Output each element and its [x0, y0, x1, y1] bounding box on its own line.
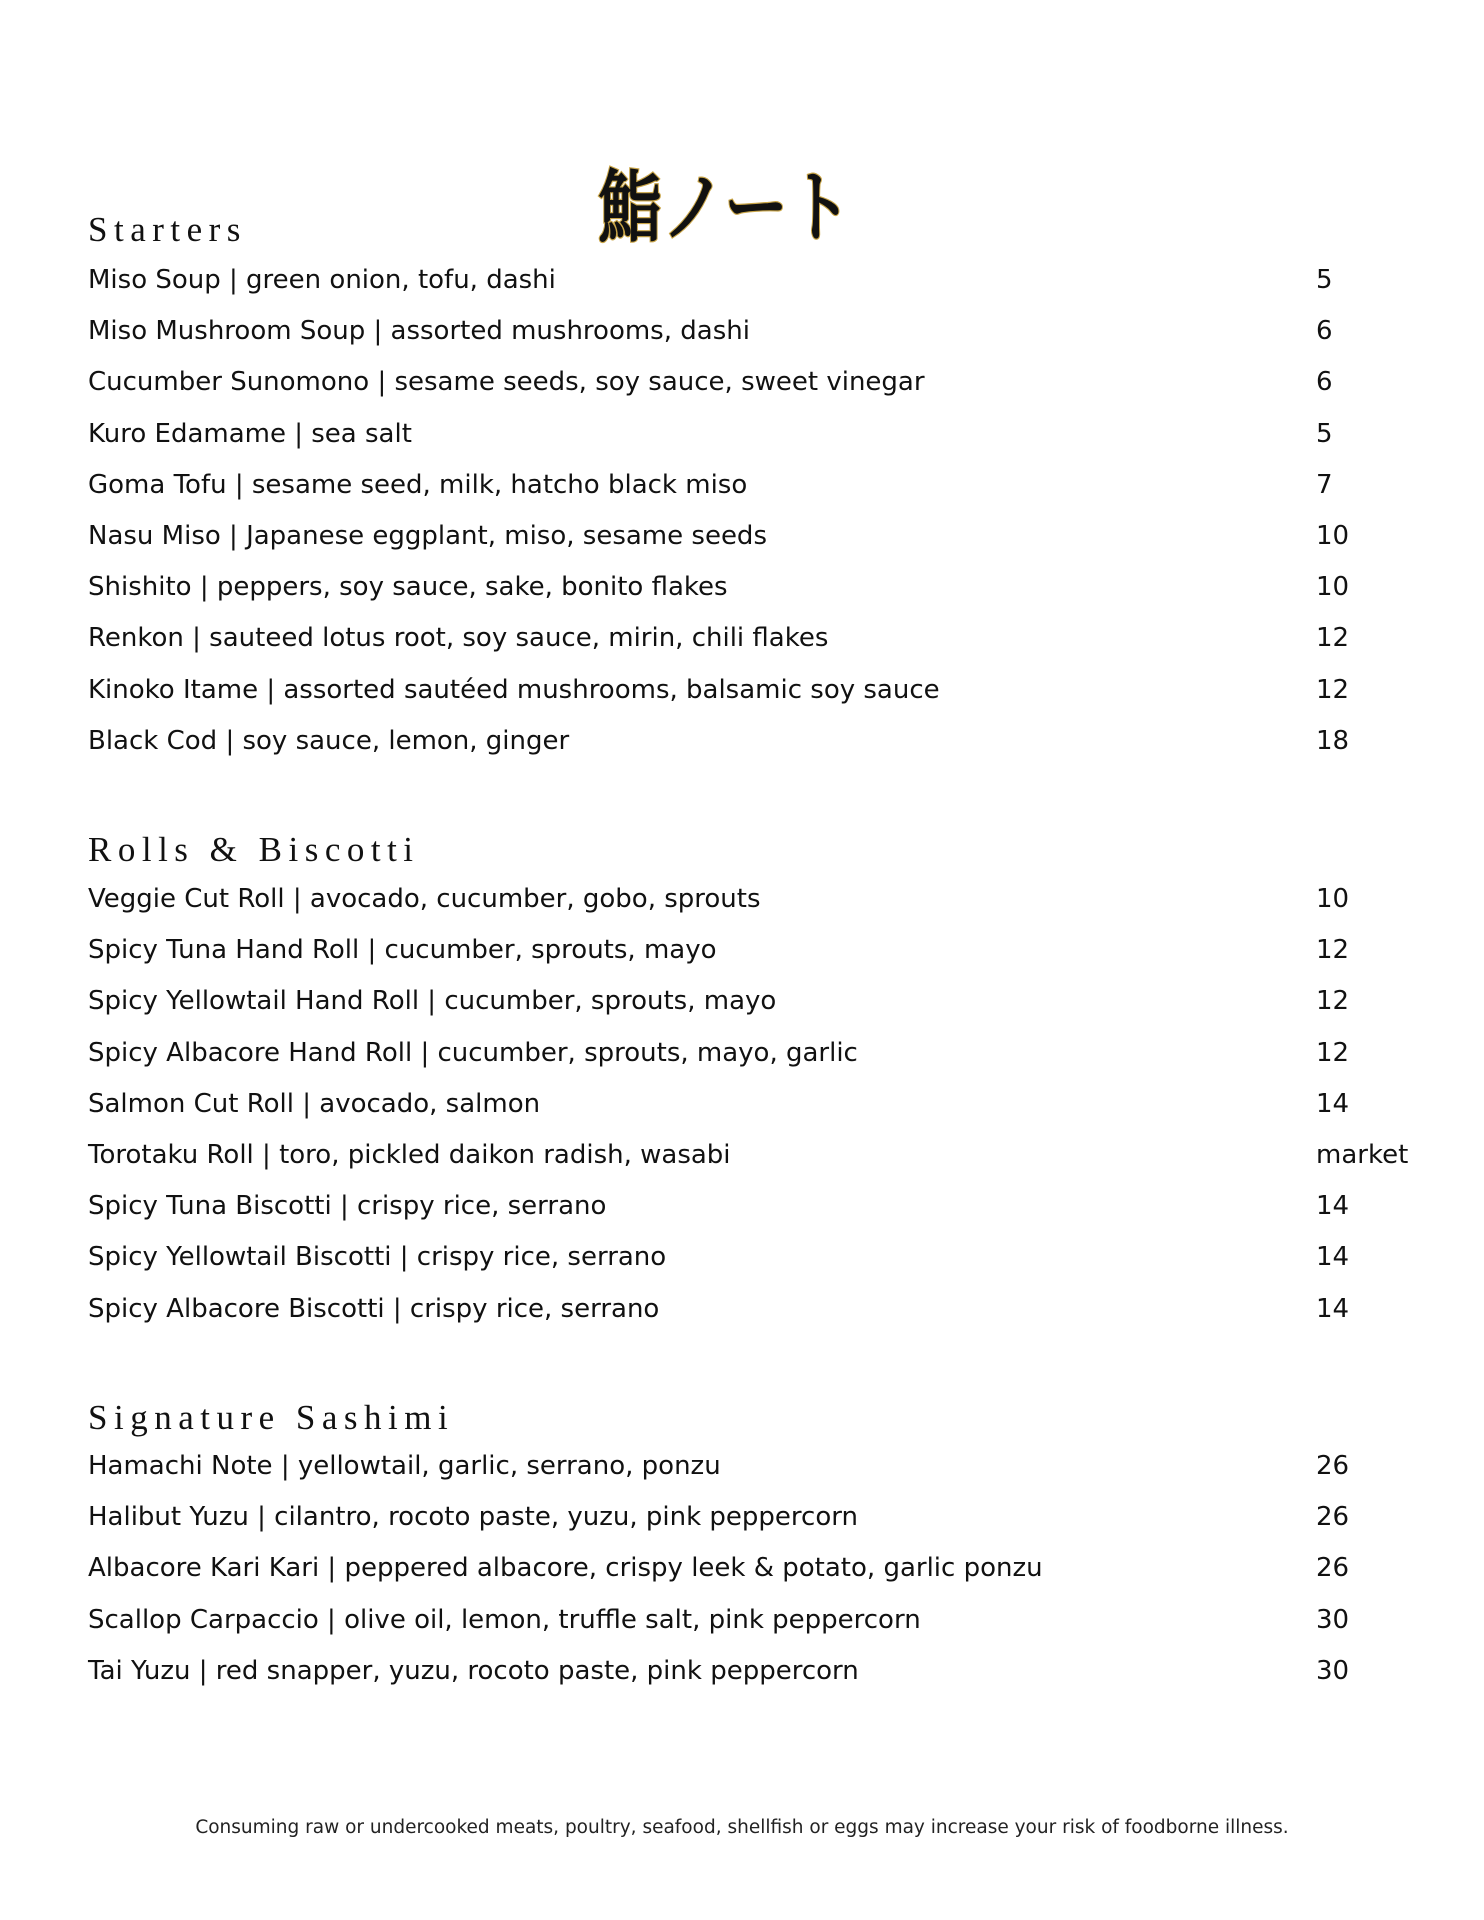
- menu-item: [88, 1130, 1418, 1181]
- menu-item: [88, 357, 1418, 408]
- menu-item: [88, 460, 1418, 511]
- menu-item: [88, 665, 1418, 716]
- menu-item: [88, 562, 1418, 613]
- menu-item: [88, 1028, 1418, 1079]
- item-name: Kuro Edamame | sea salt: [88, 418, 412, 449]
- item-price: 6: [1316, 316, 1333, 347]
- menu-item: [88, 1284, 1418, 1335]
- menu-item: [88, 613, 1418, 664]
- item-name: Spicy Tuna Biscotti | crispy rice, serrano: [88, 1191, 607, 1222]
- item-price: 7: [1316, 469, 1333, 500]
- item-price: 12: [1316, 986, 1350, 1017]
- item-price: 10: [1316, 520, 1350, 551]
- item-price: 6: [1316, 367, 1333, 398]
- item-price: 14: [1316, 1242, 1350, 1273]
- menu-item: [88, 511, 1418, 562]
- item-name: Goma Tofu | sesame seed, milk, hatcho black miso: [88, 469, 748, 500]
- logo-text: 鮨ノート: [598, 163, 852, 253]
- item-name: Torotaku Roll | toro, pickled daikon radish, wasabi: [88, 1139, 731, 1170]
- item-price: 14: [1316, 1088, 1350, 1119]
- item-price: 14: [1316, 1191, 1350, 1222]
- section-title-starters: Starters: [88, 210, 247, 249]
- item-price: 12: [1316, 623, 1350, 654]
- item-name: Miso Mushroom Soup | assorted mushrooms, dashi: [88, 316, 750, 347]
- item-name: Spicy Tuna Hand Roll | cucumber, sprouts, mayo: [88, 935, 717, 966]
- menu-item: [88, 716, 1418, 767]
- item-name: Hamachi Note | yellowtail, garlic, serrano, ponzu: [88, 1451, 721, 1481]
- menu-item: [88, 255, 1418, 306]
- menu-item: [88, 306, 1418, 357]
- item-name: Veggie Cut Roll | avocado, cucumber, gobo, sprouts: [88, 884, 761, 914]
- menu-item: [88, 1595, 1418, 1646]
- item-name: Shishito | peppers, soy sauce, sake, bonito flakes: [88, 572, 728, 603]
- item-price: market: [1316, 1139, 1409, 1170]
- menu-item: [88, 925, 1418, 976]
- menu-list-rolls-biscotti: [88, 874, 1418, 1335]
- item-price: 10: [1316, 572, 1350, 603]
- item-name: Miso Soup | green onion, tofu, dashi: [88, 265, 556, 295]
- menu-item: [88, 1646, 1418, 1697]
- item-name: Spicy Yellowtail Biscotti | crispy rice, serrano: [88, 1242, 667, 1273]
- menu-list-starters: [88, 255, 1418, 767]
- item-price: 18: [1316, 725, 1350, 756]
- item-price: 26: [1316, 1502, 1350, 1533]
- item-name: Kinoko Itame | assorted sautéed mushrooms, balsamic soy sauce: [88, 674, 940, 705]
- item-name: Albacore Kari Kari | peppered albacore, crispy leek & potato, garlic ponzu: [88, 1553, 1043, 1584]
- item-price: 10: [1316, 884, 1350, 914]
- item-name: Renkon | sauteed lotus root, soy sauce, mirin, chili flakes: [88, 623, 829, 654]
- menu-item: [88, 976, 1418, 1027]
- item-price: 30: [1316, 1655, 1350, 1686]
- item-name: Spicy Albacore Hand Roll | cucumber, sprouts, mayo, garlic: [88, 1037, 858, 1068]
- section-title-rolls-biscotti: Rolls & Biscotti: [88, 830, 420, 869]
- menu-item: [88, 1492, 1418, 1543]
- menu-item: [88, 1543, 1418, 1594]
- item-name: Cucumber Sunomono | sesame seeds, soy sauce, sweet vinegar: [88, 367, 925, 398]
- menu-item: [88, 409, 1418, 460]
- item-price: 26: [1316, 1553, 1350, 1584]
- item-name: Salmon Cut Roll | avocado, salmon: [88, 1088, 541, 1119]
- item-name: Spicy Yellowtail Hand Roll | cucumber, sprouts, mayo: [88, 986, 777, 1017]
- menu-item: [88, 1079, 1418, 1130]
- item-price: 30: [1316, 1604, 1350, 1635]
- item-name: Tai Yuzu | red snapper, yuzu, rocoto paste, pink peppercorn: [88, 1655, 859, 1686]
- menu-item: [88, 1441, 1418, 1492]
- food-safety-disclaimer: Consuming raw or undercooked meats, poultry, seafood, shellfish or eggs may increase your risk of foodborne illness.: [195, 1816, 1289, 1838]
- menu-item: [88, 1232, 1418, 1283]
- section-title-signature-sashimi: Signature Sashimi: [88, 1398, 455, 1437]
- menu-item: [88, 1181, 1418, 1232]
- item-price: 12: [1316, 674, 1350, 705]
- item-name: Halibut Yuzu | cilantro, rocoto paste, yuzu, pink peppercorn: [88, 1502, 858, 1533]
- menu-list-signature-sashimi: [88, 1441, 1418, 1697]
- item-price: 12: [1316, 935, 1350, 966]
- restaurant-logo: [598, 158, 856, 253]
- item-name: Spicy Albacore Biscotti | crispy rice, serrano: [88, 1293, 660, 1324]
- menu-item: [88, 874, 1418, 925]
- item-price: 26: [1316, 1451, 1350, 1481]
- item-price: 5: [1316, 418, 1333, 449]
- item-price: 5: [1316, 265, 1333, 295]
- item-name: Scallop Carpaccio | olive oil, lemon, truffle salt, pink peppercorn: [88, 1604, 921, 1635]
- item-name: Black Cod | soy sauce, lemon, ginger: [88, 725, 570, 756]
- item-price: 12: [1316, 1037, 1350, 1068]
- item-price: 14: [1316, 1293, 1350, 1324]
- item-name: Nasu Miso | Japanese eggplant, miso, sesame seeds: [88, 520, 767, 551]
